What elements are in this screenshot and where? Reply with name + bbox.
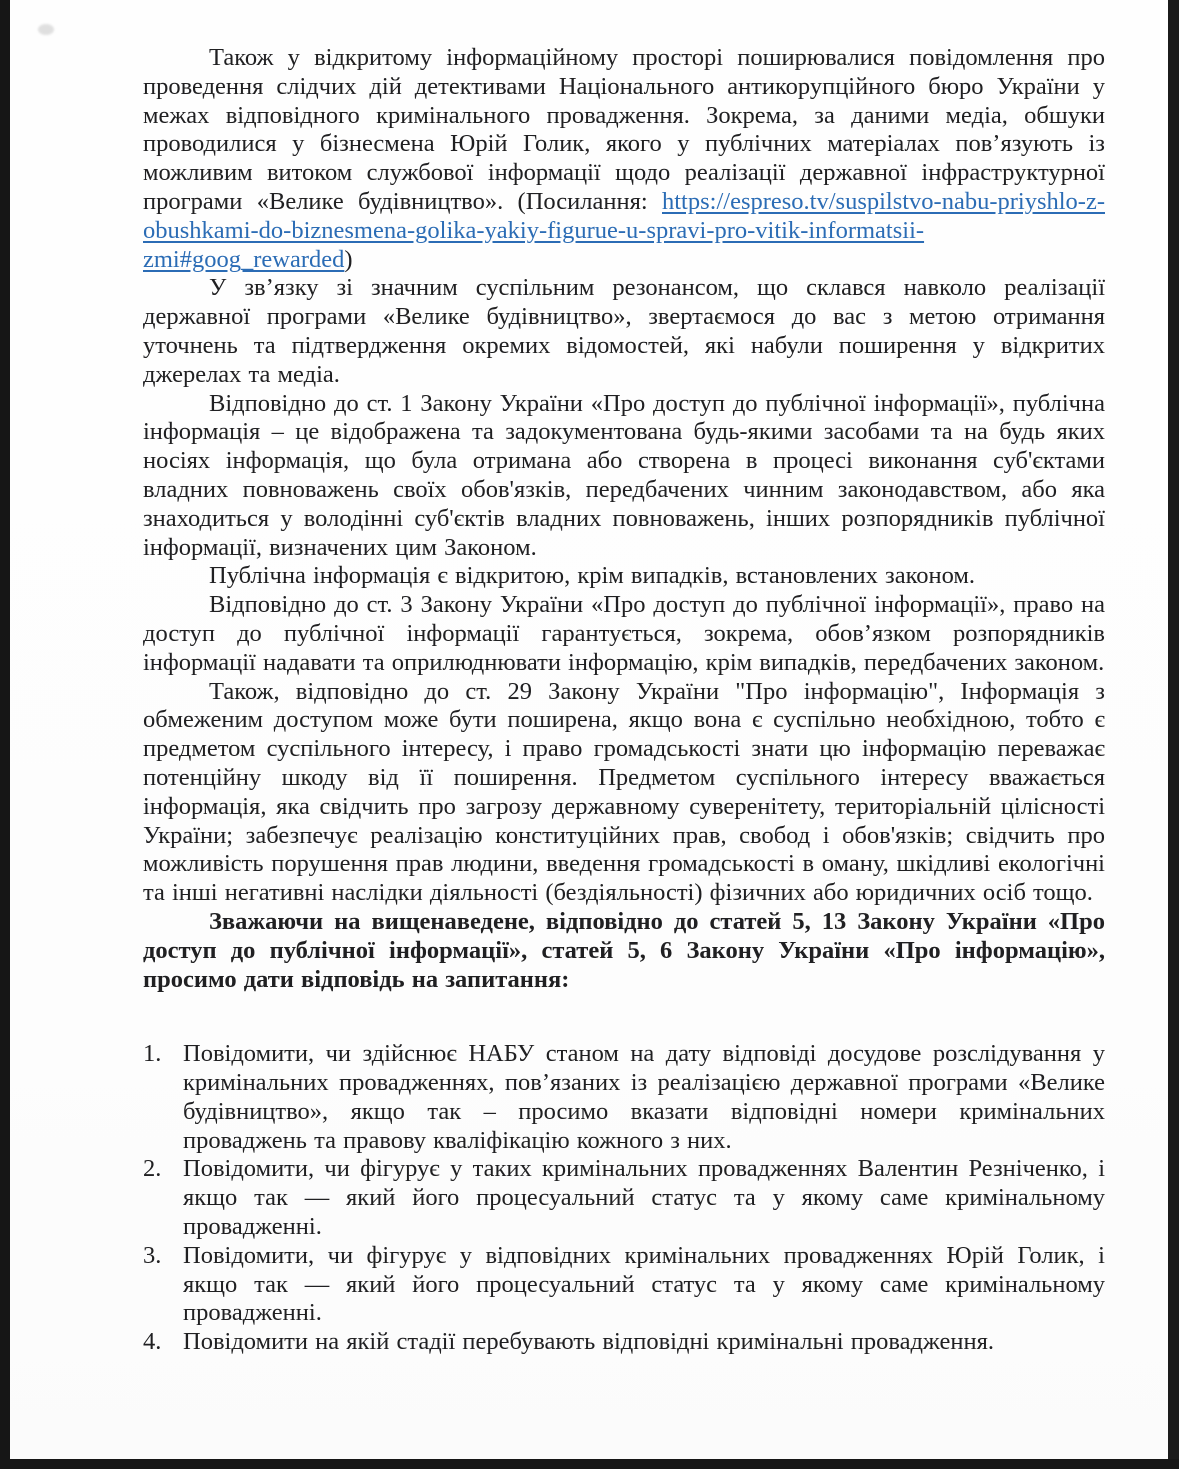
paragraph-law-article-29: Також, відповідно до ст. 29 Закону України "Про інформацію", Інформація з обмеженим доступом може бути поширена, якщо вона є суспільно необхідною, тобто є предметом суспільного інтересу, і право громадськості знати цю інформацію переважає потенційну шкоду від її поширення. Предметом суспільного інтересу вважається інформація, яка свідчить про загрозу державному суверенітету, територіальній цілісності України; забезпечує реалізацію конституційних прав, свобод і обов'язків; свідчить про можливість порушення прав людини, введення громадськості в оману, шкідливі екологічні та інші негативні наслідки діяльності (бездіяльності) фізичних або юридичних осіб тощо. bbox=[143, 677, 1105, 907]
question-number: 2. bbox=[143, 1155, 162, 1183]
document-body bbox=[143, 44, 1105, 1357]
paragraph-request-statement: Зважаючи на вищенаведене, відповідно до статей 5, 13 Закону України «Про доступ до публічної інформації», статей 5, 6 Закону України «Про інформацію», просимо дати відповідь на запитання: bbox=[143, 907, 1105, 993]
espreso-article-link[interactable]: https://espreso.tv/suspilstvo-nabu-priyshlo-z-obushkami-do-biznesmena-golika-yakiy-figurue-u-spravi-pro-vitik-informatsii-zmi#goog_rewarded bbox=[143, 187, 1105, 273]
paragraph-intro-text: Також у відкритому інформаційному просторі поширювалися повідомлення про проведення слідчих дій детективами Національного антикорупційного бюро України у межах відповідного кримінального провадження. Зокрема, за даними медіа, обшуки проводилися у бізнесмена Юрій Голик, якого у публічних матеріалах пов’язують із можливим витоком службової інформації щодо реалізації державної інфраструктурної програми «Велике будівництво». (Посилання: bbox=[143, 44, 1105, 215]
question-number: 1. bbox=[143, 1040, 162, 1068]
question-item-3 bbox=[143, 1242, 1105, 1328]
paragraph-intro-closing-paren: ) bbox=[344, 245, 353, 273]
question-number: 3. bbox=[143, 1241, 162, 1269]
question-text: Повідомити, чи фігурує у таких кримінальних провадженнях Валентин Резніченко, і якщо так — який його процесуальний статус та у якому саме кримінальному провадженні. bbox=[183, 1155, 1105, 1241]
question-text: Повідомити, чи фігурує у відповідних кримінальних провадженнях Юрій Голик, і якщо так — який його процесуальний статус та у якому саме кримінальному провадженні. bbox=[183, 1241, 1105, 1327]
scan-border-left bbox=[0, 0, 10, 1469]
questions-list bbox=[143, 1040, 1105, 1357]
paragraph-intro-media-reports bbox=[143, 44, 1105, 274]
question-item-4 bbox=[143, 1328, 1105, 1357]
question-number: 4. bbox=[143, 1328, 162, 1356]
paragraph-law-article-1: Відповідно до ст. 1 Закону України «Про доступ до публічної інформації», публічна інформація – це відображена та задокументована будь-якими засобами та на будь яких носіях інформація, що була отримана або створена в процесі виконання суб'єктами владних повноважень своїх обов'язків, передбачених чинним законодавством, або яка знаходиться у володінні суб'єктів владних повноважень, інших розпорядників публічної інформації, визначених цим Законом. bbox=[143, 389, 1105, 561]
paragraph-open-information: Публічна інформація є відкритою, крім випадків, встановлених законом. bbox=[209, 562, 976, 590]
paragraph-law-article-3: Відповідно до ст. 3 Закону України «Про доступ до публічної інформації», право на доступ до публічної інформації гарантується, зокрема, обов’язком розпорядників інформації надавати та оприлюднювати інформацію, крім випадків, передбачених законом. bbox=[143, 591, 1105, 676]
question-item-2 bbox=[143, 1155, 1105, 1241]
question-text: Повідомити на якій стадії перебувають відповідні кримінальні провадження. bbox=[183, 1328, 995, 1356]
question-item-1 bbox=[143, 1040, 1105, 1155]
scan-smudge-artifact bbox=[38, 24, 54, 35]
question-text: Повідомити, чи здійснює НАБУ станом на дату відповіді досудове розслідування у кримінальних провадженнях, пов’язаних із реалізацією державної програми «Велике будівництво», якщо так – просимо вказати відповідні номери кримінальних проваджень та правову кваліфікацію кожного з них. bbox=[183, 1040, 1105, 1154]
paragraph-public-resonance: У зв’язку зі значним суспільним резонансом, що склався навколо реалізації державної програми «Велике будівництво», звертаємося до вас з метою отримання уточнень та підтвердження окремих відомостей, які набули поширення у відкритих джерелах та медіа. bbox=[143, 274, 1105, 388]
scan-border-right bbox=[1168, 0, 1179, 1469]
scan-border-bottom bbox=[0, 1459, 1179, 1469]
